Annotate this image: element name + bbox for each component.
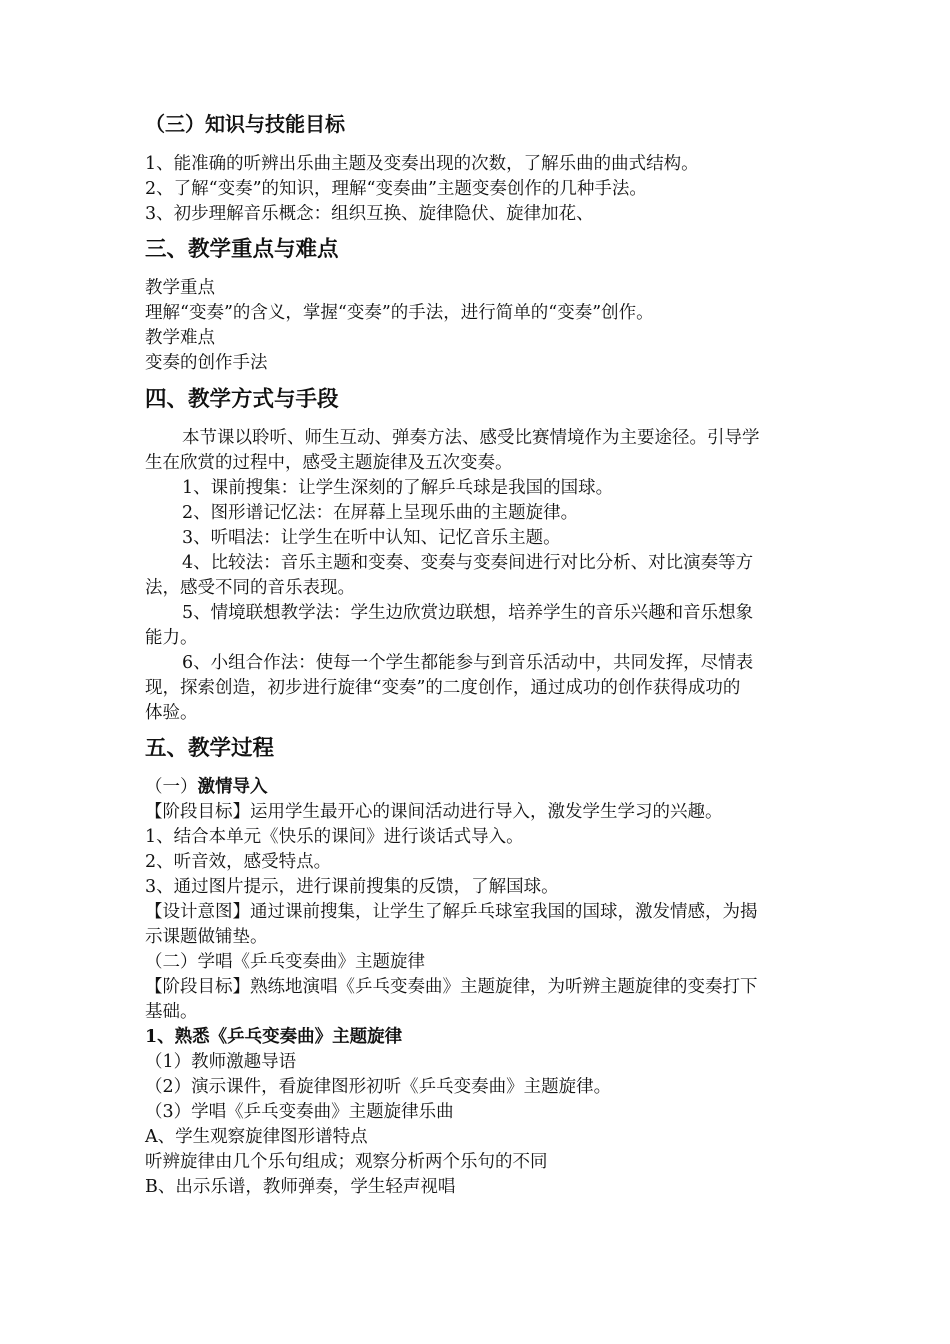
list-item: （1）教师激趣导语 xyxy=(145,1052,297,1072)
list-item: 5、情境联想教学法：学生边欣赏边联想，培养学生的音乐兴趣和音乐想象 xyxy=(182,603,754,623)
list-item: 1、能准确的听辨出乐曲主题及变奏出现的次数，了解乐曲的曲式结构。 xyxy=(145,154,699,174)
list-item: 4、比较法：音乐主题和变奏、变奏与变奏间进行对比分析、对比演奏等方 xyxy=(182,553,754,573)
list-item: 1、结合本单元《快乐的课间》进行谈话式导入。 xyxy=(145,827,524,847)
subsection-title: 激情导入 xyxy=(197,777,268,797)
paragraph-line: 教学重点 xyxy=(145,278,215,298)
paragraph-line: 听辨旋律由几个乐句组成；观察分析两个乐句的不同 xyxy=(145,1152,548,1172)
paragraph-line: 基础。 xyxy=(145,1002,198,1022)
list-item: 2、听音效，感受特点。 xyxy=(145,852,332,872)
paragraph-line: 理解“变奏”的含义，掌握“变奏”的手法，进行简单的“变奏”创作。 xyxy=(145,303,654,323)
list-item: 6、小组合作法：使每一个学生都能参与到音乐活动中，共同发挥，尽情表 xyxy=(182,653,754,673)
list-item: B、出示乐谱，教师弹奏，学生轻声视唱 xyxy=(145,1177,456,1197)
list-item: 1、课前搜集：让学生深刻的了解乒乓球是我国的国球。 xyxy=(182,478,614,498)
list-item: 3、听唱法：让学生在听中认知、记忆音乐主题。 xyxy=(182,528,561,548)
subsection-heading-sing: （二）学唱《乒乓变奏曲》主题旋律 xyxy=(145,952,425,972)
paragraph-line: 本节课以聆听、师生互动、弹奏方法、感受比赛情境作为主要途径。引导学 xyxy=(182,428,760,448)
paragraph-line: 变奏的创作手法 xyxy=(145,353,268,373)
paragraph-line: 能力。 xyxy=(145,628,198,648)
paragraph-line: 示课题做铺垫。 xyxy=(145,927,268,947)
list-item: （2）演示课件，看旋律图形初听《乒乓变奏曲》主题旋律。 xyxy=(145,1077,612,1097)
paragraph-line: 生在欣赏的过程中，感受主题旋律及五次变奏。 xyxy=(145,453,513,473)
paragraph-line: 【阶段目标】熟练地演唱《乒乓变奏曲》主题旋律，为听辨主题旋律的变奏打下 xyxy=(145,977,758,997)
subsection-heading-intro xyxy=(145,773,268,798)
paragraph-line: 【设计意图】通过课前搜集，让学生了解乒乓球室我国的国球，激发情感，为揭 xyxy=(145,902,758,922)
subsection-heading-familiar: 1、熟悉《乒乓变奏曲》主题旋律 xyxy=(145,1027,403,1047)
list-item: 2、图形谱记忆法：在屏幕上呈现乐曲的主题旋律。 xyxy=(182,503,579,523)
list-item: A、学生观察旋律图形谱特点 xyxy=(145,1127,368,1147)
section-heading-methods: 四、教学方式与手段 xyxy=(145,387,339,412)
list-item: 3、通过图片提示，进行课前搜集的反馈，了解国球。 xyxy=(145,877,559,897)
section-heading-knowledge-skills: （三）知识与技能目标 xyxy=(145,112,345,136)
section-heading-key-points: 三、教学重点与难点 xyxy=(145,237,339,262)
list-item: （3）学唱《乒乓变奏曲》主题旋律乐曲 xyxy=(145,1102,454,1122)
paragraph-line: 现，探索创造，初步进行旋律“变奏”的二度创作，通过成功的创作获得成功的 xyxy=(145,678,741,698)
list-item: 3、初步理解音乐概念：组织互换、旋律隐伏、旋律加花、 xyxy=(145,204,594,224)
section-heading-process: 五、教学过程 xyxy=(145,736,275,761)
paragraph-line: 法，感受不同的音乐表现。 xyxy=(145,578,355,598)
paragraph-line: 【阶段目标】运用学生最开心的课间活动进行导入，激发学生学习的兴趣。 xyxy=(145,802,723,822)
subsection-prefix: （一） xyxy=(145,777,198,797)
paragraph-line: 体验。 xyxy=(145,703,198,723)
list-item: 2、了解“变奏”的知识，理解“变奏曲”主题变奏创作的几种手法。 xyxy=(145,179,647,199)
paragraph-line: 教学难点 xyxy=(145,328,215,348)
